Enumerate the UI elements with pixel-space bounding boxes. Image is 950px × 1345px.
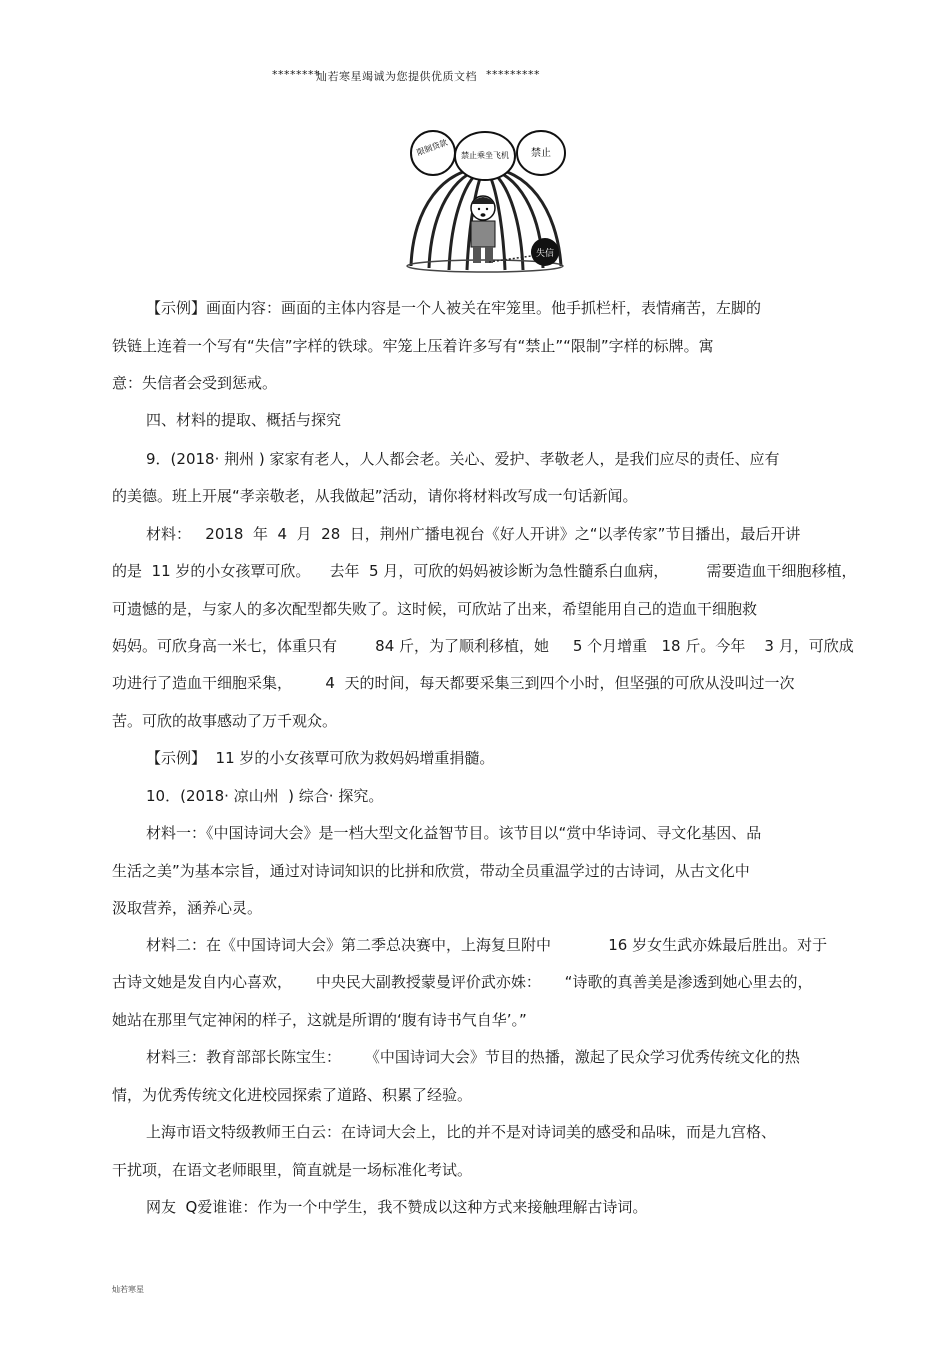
header-stars-right: ********* [486, 68, 540, 81]
text-line: 意：失信者会受到惩戒。 [112, 374, 278, 392]
header-text: 灿若寒星竭诚为您提供优质文档 [316, 70, 477, 83]
text-line: 干扰项，在语文老师眼里，简直就是一场标准化考试。 [112, 1161, 473, 1179]
caged-person [471, 196, 495, 263]
text-line: 网友 Q爱谁谁：作为一个中学生，我不赞成以这种方式来接触理解古诗词。 [146, 1198, 648, 1216]
text-line: 苦。可欣的故事感动了万千观众。 [112, 712, 338, 730]
svg-text:限制贷款: 限制贷款 [415, 137, 449, 158]
text-line: 【示例】画面内容：画面的主体内容是一个人被关在牢笼里。他手抓栏杆，表情痛苦，左脚的 [146, 299, 762, 317]
text-line: 的美德。班上开展“孝亲敬老，从我做起”活动，请你将材料改写成一句话新闻。 [112, 487, 638, 505]
text-line: 材料三：教育部部长陈宝生： 《中国诗词大会》节目的热播，激起了民众学习优秀传统文化的热 [146, 1048, 800, 1066]
question-9: 9．(2018· 荆州 ) 家家有老人，人人都会老。关心、爱护、孝敬老人，是我们应尽的责任、应有 [146, 450, 780, 468]
text-line: 她站在那里气定神闲的样子，这就是所谓的‘腹有诗书气自华’。” [112, 1011, 527, 1029]
text-line: 妈妈。可欣身高一米七，体重只有 84 斤，为了顺利移植，她 5 个月增重 18 斤。今年 3 月，可欣成 [112, 637, 854, 655]
text-line: 生活之美”为基本宗旨，通过对诗词知识的比拼和欣赏，带动全员重温学过的古诗词，从古文化中 [112, 862, 750, 880]
header-stars-left: ******** [272, 68, 320, 81]
sign-limit-loan [411, 131, 455, 175]
text-line: 铁链上连着一个写有“失信”字样的铁球。牢笼上压着许多写有“禁止”“限制”字样的标牌。寓 [112, 337, 714, 355]
svg-text:禁止乘坐飞机: 禁止乘坐飞机 [461, 151, 509, 160]
text-line: 材料一：《中国诗词大会》是一档大型文化益智节目。该节目以“赏中华诗词、寻文化基因、品 [146, 824, 762, 842]
text-line: 材料： 2018 年 4 月 28 日，荆州广播电视台《好人开讲》之“以孝传家”节目播出，最后开讲 [146, 525, 801, 543]
text-line: 可遗憾的是，与家人的多次配型都失败了。这时候，可欣站了出来，希望能用自己的造血干细胞救 [112, 600, 758, 618]
text-line: 材料二：在《中国诗词大会》第二季总决赛中，上海复旦附中 16 岁女生武亦姝最后胜出。对于 [146, 936, 828, 954]
example-answer: 【示例】 11 岁的小女孩覃可欣为救妈妈增重捐髓。 [146, 749, 495, 767]
section-heading: 四、材料的提取、概括与探究 [146, 411, 342, 429]
text-line: 功进行了造血干细胞采集， 4 天的时间，每天都要采集三到四个小时，但坚强的可欣从没叫过一次 [112, 674, 795, 692]
svg-text:禁止: 禁止 [531, 148, 551, 159]
sign-ban-flight [455, 132, 515, 180]
text-line: 上海市语文特级教师王白云：在诗词大会上，比的并不是对诗词美的感受和品味，而是九宫格、 [146, 1123, 777, 1141]
text-line: 古诗文她是发自内心喜欢， 中央民大副教授蒙曼评价武亦姝： “诗歌的真善美是渗透到她心里去的， [112, 973, 813, 991]
svg-text:失信: 失信 [535, 249, 555, 259]
text-line: 汲取营养，涵养心灵。 [112, 899, 263, 917]
question-10: 10．(2018· 凉山州 ) 综合· 探究。 [146, 787, 384, 805]
sign-ban [517, 131, 565, 175]
text-line: 情，为优秀传统文化进校园探索了道路、积累了经验。 [112, 1086, 473, 1104]
page-footer: 灿若寒星 [112, 1285, 144, 1294]
cage-cartoon-illustration [403, 128, 568, 273]
text-line: 的是 11 岁的小女孩覃可欣。 去年 5 月，可欣的妈妈被诊断为急性髓系白血病， 需要造血干细胞移植， [112, 562, 857, 580]
